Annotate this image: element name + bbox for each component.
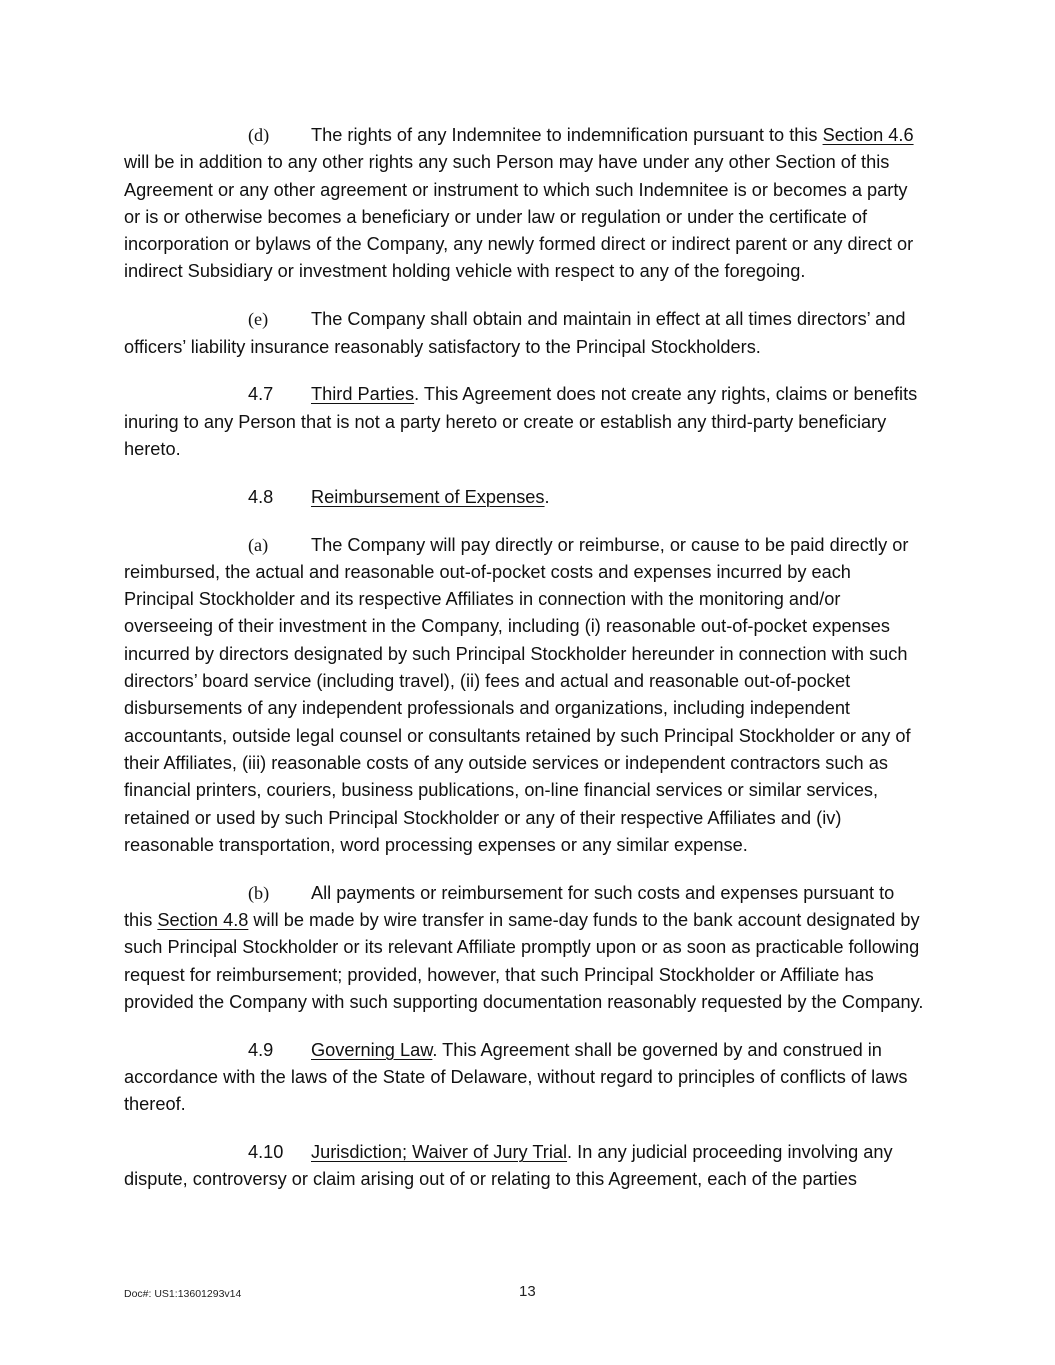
section-4-7: 4.7 Third Parties. This Agreement does not create any rights, claims or benefits inuring to any Person that is not a party hereto or create or establish any third-party beneficiary hereto. xyxy=(124,381,924,463)
paragraph-d: (d) The rights of any Indemnitee to indemnification pursuant to this Section 4.6 will be in addition to any other rights any such Person may have under any other Section of this Agreement or any other agreement or instrument to which such Indemnitee is or becomes a party or is or otherwise becomes a beneficiary or under law or regulation or under the certificate of incorporation or bylaws of the Company, any newly formed direct or indirect parent or any direct or indirect Subsidiary or investment holding vehicle with respect to any of the foregoing. xyxy=(124,122,924,286)
paragraph-marker: (d) xyxy=(248,125,270,145)
section-number: 4.8 xyxy=(248,486,274,507)
section-reference-link: Section 4.6 xyxy=(822,125,914,145)
section-4-8: 4.8 Reimbursement of Expenses. xyxy=(124,484,924,511)
section-heading: Governing Law xyxy=(311,1039,433,1060)
document-body xyxy=(124,122,924,1214)
section-number: 4.9 xyxy=(248,1039,274,1060)
section-heading: Jurisdiction; Waiver of Jury Trial xyxy=(311,1142,568,1162)
section-4-10: 4.10 Jurisdiction; Waiver of Jury Trial. In any judicial proceeding involving any dispute, controversy or claim arising out of or relating to this Agreement, each of the parties xyxy=(124,1139,924,1194)
paragraph-b: (b) All payments or reimbursement for such costs and expenses pursuant to this Section 4.8 will be made by wire transfer in same-day funds to the bank account designated by such Principal Stockholder or its relevant Affiliate promptly upon or as soon as practicable following request for reimbursement; provided, however, that such Principal Stockholder or Affiliate has provided the Company with such supporting documentation reasonably requested by the Company. xyxy=(124,880,924,1016)
paragraph-e: (e) The Company shall obtain and maintain in effect at all times directors’ and officers’ liability insurance reasonably satisfactory to the Principal Stockholders. xyxy=(124,306,924,361)
footer-document-id: Doc#: US1:13601293v14 xyxy=(124,1288,242,1300)
paragraph-marker: (a) xyxy=(248,534,269,555)
section-heading: Third Parties xyxy=(311,384,415,405)
section-4-9: 4.9 Governing Law. This Agreement shall be governed by and construed in accordance with the laws of the State of Delaware, without regard to principles of conflicts of laws thereof. xyxy=(124,1037,924,1119)
page-number: 13 xyxy=(519,1283,536,1300)
section-number: 4.7 xyxy=(248,384,274,405)
paragraph-marker: (b) xyxy=(248,882,270,903)
paragraph-marker: (e) xyxy=(248,309,269,330)
section-number: 4.10 xyxy=(248,1142,284,1162)
paragraph-a: (a) The Company will pay directly or reimburse, or cause to be paid directly or reimbursed, the actual and reasonable out-of-pocket costs and expenses incurred by each Principal Stockholder and its respective Affiliates in connection with the monitoring and/or overseeing of their investment in the Company, including (i) reasonable out-of-pocket expenses incurred by directors designated by such Principal Stockholder hereunder in connection with such directors’ board service (including travel), (ii) fees and actual and reasonable out-of-pocket disbursements of any independent professionals and organizations, including independent accountants, outside legal counsel or consultants retained by such Principal Stockholder or any of their Affiliates, (iii) reasonable costs of any outside services or independent contractors such as financial printers, couriers, business publications, on-line financial services or similar services, retained or used by such Principal Stockholder or any of their respective Affiliates and (iv) reasonable transportation, word processing expenses or any similar expense. xyxy=(124,532,924,860)
section-reference-link: Section 4.8 xyxy=(157,909,249,930)
section-heading: Reimbursement of Expenses xyxy=(311,486,545,507)
